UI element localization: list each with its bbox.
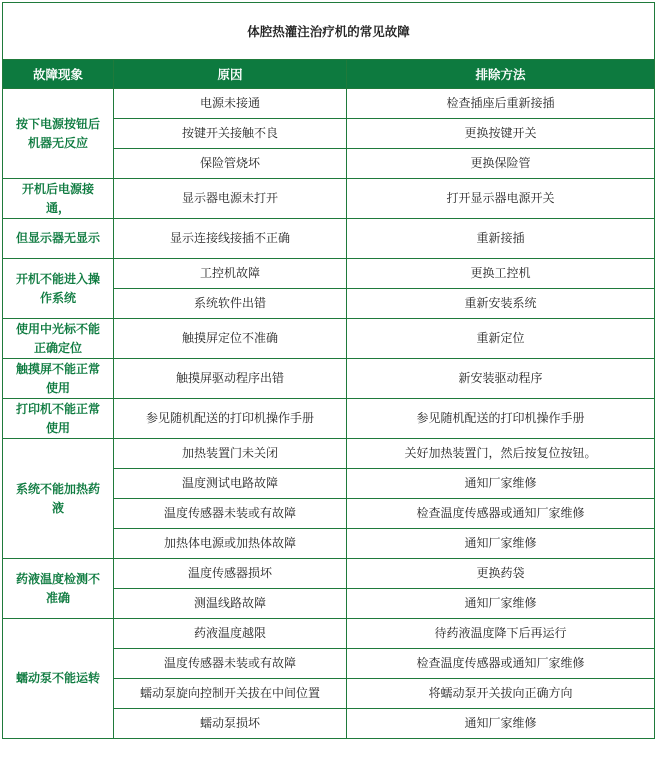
table-row <box>3 359 655 399</box>
solution-cell: 关好加热装置门，然后按复位按钮。 <box>347 439 655 469</box>
cause-cell: 显示连接线接插不正确 <box>114 219 347 259</box>
solution-cell: 检查温度传感器或通知厂家维修 <box>347 649 655 679</box>
cause-cell: 系统软件出错 <box>114 289 347 319</box>
symptom-cell: 开机不能进入操作系统 <box>3 259 114 319</box>
table-row <box>3 219 655 259</box>
solution-cell: 重新接插 <box>347 219 655 259</box>
cause-cell: 显示器电源未打开 <box>114 179 347 219</box>
table-row <box>3 619 655 649</box>
solution-cell: 更换保险管 <box>347 149 655 179</box>
cause-cell: 温度传感器损坏 <box>114 559 347 589</box>
fault-table-container <box>2 2 654 739</box>
table-row <box>3 559 655 589</box>
symptom-cell: 按下电源按钮后机器无反应 <box>3 89 114 179</box>
table-row <box>3 89 655 119</box>
symptom-cell: 使用中光标不能正确定位 <box>3 319 114 359</box>
solution-cell: 新安装驱动程序 <box>347 359 655 399</box>
solution-cell: 更换工控机 <box>347 259 655 289</box>
cause-cell: 加热体电源或加热体故障 <box>114 529 347 559</box>
solution-cell: 重新安装系统 <box>347 289 655 319</box>
solution-cell: 通知厂家维修 <box>347 469 655 499</box>
solution-cell: 打开显示器电源开关 <box>347 179 655 219</box>
table-row <box>3 439 655 469</box>
header-symptom: 故障现象 <box>3 60 114 89</box>
table-header-row <box>3 60 655 89</box>
symptom-cell: 打印机不能正常使用 <box>3 399 114 439</box>
solution-cell: 待药液温度降下后再运行 <box>347 619 655 649</box>
solution-cell: 将蠕动泵开关拔向正确方向 <box>347 679 655 709</box>
solution-cell: 通知厂家维修 <box>347 589 655 619</box>
table-row <box>3 399 655 439</box>
solution-cell: 检查温度传感器或通知厂家维修 <box>347 499 655 529</box>
symptom-cell: 蠕动泵不能运转 <box>3 619 114 739</box>
cause-cell: 保险管烧坏 <box>114 149 347 179</box>
table-row <box>3 319 655 359</box>
solution-cell: 通知厂家维修 <box>347 529 655 559</box>
table-row <box>3 179 655 219</box>
solution-cell: 重新定位 <box>347 319 655 359</box>
cause-cell: 触摸屏驱动程序出错 <box>114 359 347 399</box>
cause-cell: 温度传感器未装或有故障 <box>114 649 347 679</box>
cause-cell: 蠕动泵损坏 <box>114 709 347 739</box>
solution-cell: 通知厂家维修 <box>347 709 655 739</box>
cause-cell: 触摸屏定位不准确 <box>114 319 347 359</box>
cause-cell: 温度传感器未装或有故障 <box>114 499 347 529</box>
solution-cell: 检查插座后重新接插 <box>347 89 655 119</box>
table-title-row <box>3 3 655 60</box>
fault-table <box>2 2 655 739</box>
symptom-cell: 系统不能加热药液 <box>3 439 114 559</box>
cause-cell: 参见随机配送的打印机操作手册 <box>114 399 347 439</box>
cause-cell: 测温线路故障 <box>114 589 347 619</box>
header-solution: 排除方法 <box>347 60 655 89</box>
header-cause: 原因 <box>114 60 347 89</box>
cause-cell: 按键开关接触不良 <box>114 119 347 149</box>
symptom-cell: 触摸屏不能正常使用 <box>3 359 114 399</box>
cause-cell: 工控机故障 <box>114 259 347 289</box>
cause-cell: 加热装置门未关闭 <box>114 439 347 469</box>
cause-cell: 蠕动泵旋向控制开关拔在中间位置 <box>114 679 347 709</box>
symptom-cell: 开机后电源接通， <box>3 179 114 219</box>
solution-cell: 更换按键开关 <box>347 119 655 149</box>
table-row <box>3 259 655 289</box>
cause-cell: 温度测试电路故障 <box>114 469 347 499</box>
symptom-cell: 药液温度检测不准确 <box>3 559 114 619</box>
symptom-cell: 但显示器无显示 <box>3 219 114 259</box>
cause-cell: 电源未接通 <box>114 89 347 119</box>
cause-cell: 药液温度越限 <box>114 619 347 649</box>
table-title: 体腔热灌注治疗机的常见故障 <box>3 3 655 60</box>
solution-cell: 更换药袋 <box>347 559 655 589</box>
solution-cell: 参见随机配送的打印机操作手册 <box>347 399 655 439</box>
